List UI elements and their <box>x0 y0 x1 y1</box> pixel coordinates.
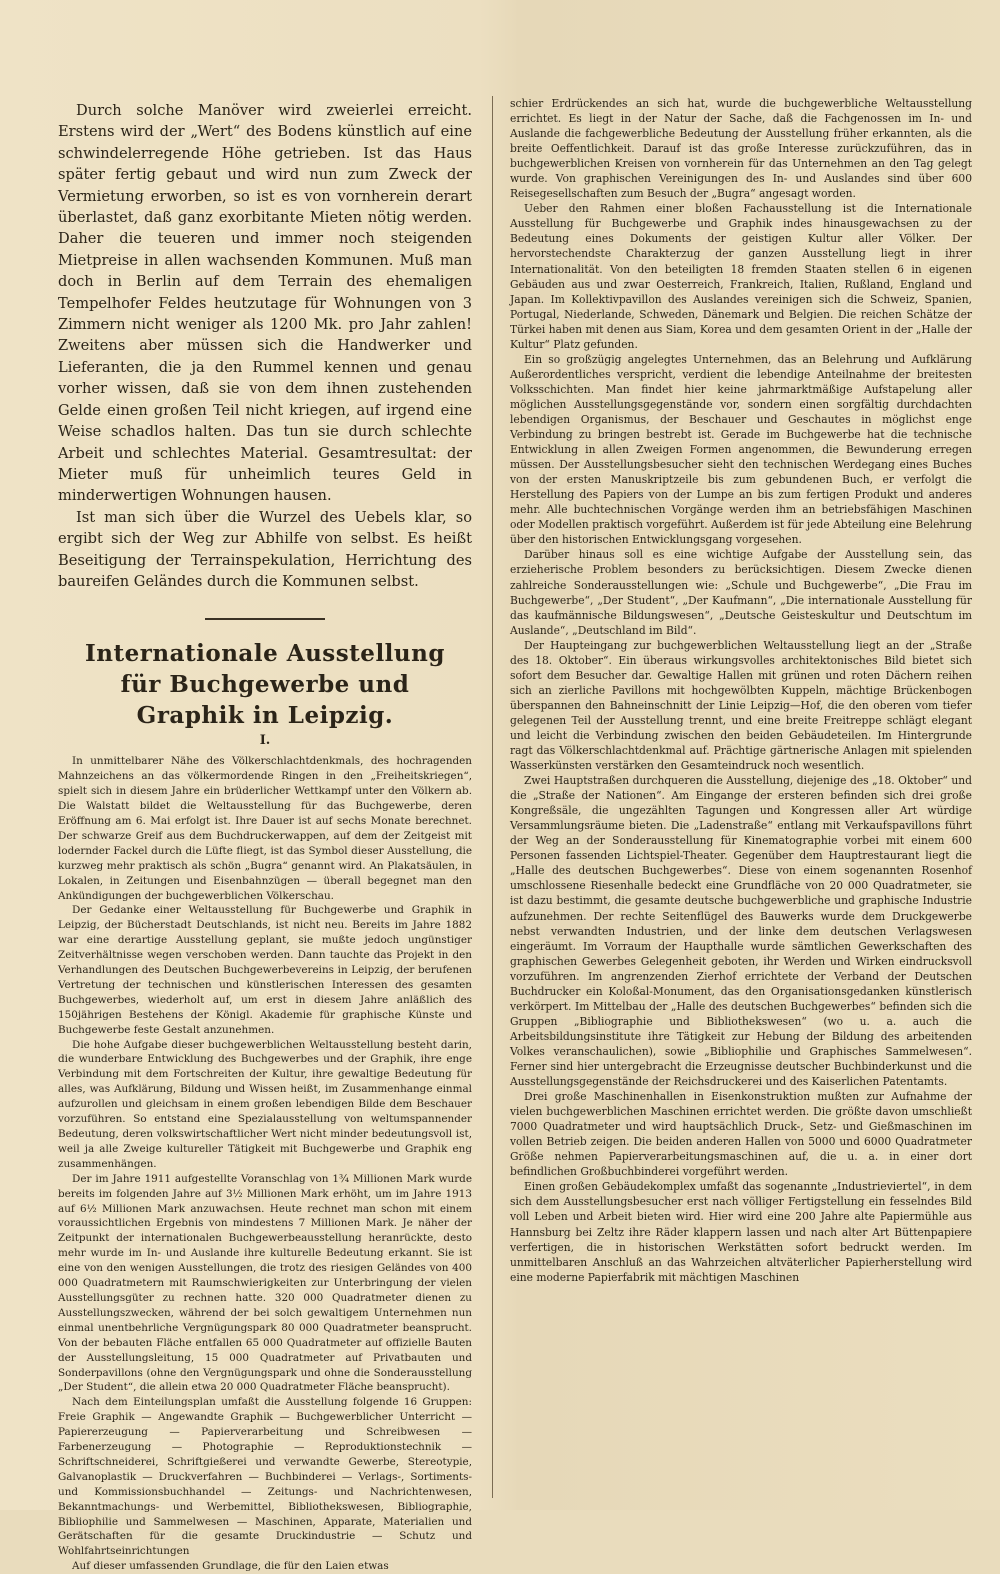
article-paragraph: Zwei Hauptstraßen durchqueren die Ausstellung, diejenige des „18. Oktober“ und die „Straße der Nationen“. Am Eingange der ersteren befinden sich drei große Kongreßsäle, die ungezählten Tagungen und Kongressen aller Art würdige Versammlungsräume bieten. Die „Ladenstraße“ entlang mit Verkaufspavillons führt der Weg an der Sonderausstellung für Kinematographie vorbei mit einem 600 Personen fassenden Lichtspiel-Theater. Gegenüber dem Hauptrestaurant liegt die „Halle des deutschen Buchgewerbes“. Diese von einem sogenannten Rosenhof umschlossene Riesenhalle bedeckt eine Grundfläche von 20 000 Quadratmeter, sie ist dazu bestimmt, die gesamte deutsche buchgewerbliche und graphische Industrie aufzunehmen. Der rechte Seitenflügel des Bauwerks wurde dem Druckgewerbe nebst verwandten Industrien, und der linke dem deutschen Verlagswesen eingeräumt. Im Vorraum der Haupthalle wurde sämtlichen Gewerkschaften des graphischen Gewerbes Gelegenheit geboten, ihr Werden und Wirken eindrucksvoll vorzuführen. Im angrenzenden Zierhof errichtete der Verband der Deutschen Buchdrucker ein Koloßal-Monument, das den Organisationsgedanken künstlerisch verkörpert. Im Mittelbau der „Halle des deutschen Buchgewerbes“ befinden sich die Gruppen „Bibliographie und Bibliothekswesen“ (wo u. a. auch die Arbeitsbildungsinstitute ihre Tätigkeit zur Hebung der Bildung des arbeitenden Volkes veranschaulichen), sowie „Bibliophilie und Graphisches Sammelwesen“. Ferner sind hier untergebracht die Erzeugnisse deutscher Buchbinderkunst und die Ausstellungsgegenstände der Reichsdruckerei und des Kaiserlichen Patentamts. <box>510 774 972 1089</box>
article-headline-line: Graphik in Leipzig. <box>136 702 394 730</box>
lead-paragraph: Ist man sich über die Wurzel des Uebels klar, so ergibt sich der Weg zur Abhilfe von selbst. Es heißt Beseitigung der Terrainspekulation, Herrichtung des baureifen Geländes durch die Kommunen selbst. <box>58 508 472 590</box>
article-headline <box>64 638 466 731</box>
article-part-number: I. <box>259 733 271 749</box>
article-paragraph: Auf dieser umfassenden Grundlage, die für den Laien etwas <box>72 1560 389 1573</box>
article-paragraph: Die hohe Aufgabe dieser buchgewerblichen Weltausstellung besteht darin, die wunderbare Entwicklung des Buchgewerbes und der Graphik, ihre enge Verbindung mit dem Fortschreiten der Kultur, ihre gewaltige Bedeutung für alles, was Aufklärung, Bildung und Wissen heißt, im Zusammenhange einmal aufzurollen und gleichsam in einem großen lebendigen Bilde dem Beschauer vorzuführen. So entstand eine Spezialausstellung von weltumspannender Bedeutung, deren volkswirtschaftlicher Wert nicht minder bedeutungsvoll ist, weil ja alle Zweige kultureller Tätigkeit mit Buchgewerbe und Graphik eng zusammenhängen. <box>58 1038 472 1170</box>
article-paragraph: Der Gedanke einer Weltausstellung für Buchgewerbe und Graphik in Leipzig, der Bücherstadt Deutschlands, ist nicht neu. Bereits im Jahre 1882 war eine derartige Ausstellung geplant, sie mußte jedoch ungünstiger Zeitverhältnisse wegen verschoben werden. Dann tauchte das Projekt in den Verhandlungen des Deutschen Buchgewerbevereins in Leipzig, der berufenen Vertretung der technischen und künstlerischen Interessen des gesamten Buchgewerbes, wiederholt auf, um erst in diesem Jahre anläßlich des 150jährigen Bestehens der Königl. Akademie für graphische Künste und Buchgewerbe feste Gestalt anzunehmen. <box>58 904 472 1036</box>
article-body-left <box>58 754 472 1574</box>
article-headline-line: Internationale Ausstellung für Buchgewerbe und <box>85 640 445 699</box>
article-paragraph: Nach dem Einteilungsplan umfaßt die Ausstellung folgende 16 Gruppen: Freie Graphik — Angewandte Graphik — Buchgewerblicher Unterricht — Papiererzeugung — Papierverarbeitung und Schreibwesen — Farbenerzeugung — Photographie — Reproduktionstechnik — Schriftschneiderei, Schriftgießerei und verwandte Gewerbe, Stereotypie, Galvanoplastik — Druckverfahren — Buchbinderei — Verlags-, Sortiments- und Kommissionsbuchhandel — Zeitungs- und Nachrichtenwesen, Bekanntmachungs- und Werbemittel, Bibliothekswesen, Bibliographie, Bibliophilie und Sammelwesen — Maschinen, Apparate, Materialien und Gerätschaften für die gesamte Druckindustrie — Schutz und Wohlfahrtseinrichtungen <box>58 1396 472 1558</box>
article-paragraph: Der im Jahre 1911 aufgestellte Voranschlag von 1¾ Millionen Mark wurde bereits im folgenden Jahre auf 3½ Millionen Mark erhöht, um im Jahre 1913 auf 6½ Millionen Mark anzuwachsen. Heute rechnet man schon mit einem voraussichtlichen Ergebnis von mindestens 7 Millionen Mark. Je näher der Zeitpunkt der internationalen Buchgewerbeausstellung heranrückte, desto mehr wurde im In- und Auslande ihre kulturelle Bedeutung erkannt. Sie ist eine von den wenigen Ausstellungen, die trotz des riesigen Geländes von 400 000 Quadratmetern mit Raumschwierigkeiten zur Unterbringung der vielen Ausstellungsgüter zu rechnen hatte. 320 000 Quadratmeter dienen zu Ausstellungszwecken, während der bei solch gewaltigem Unternehmen nun einmal unentbehrliche Vergnügungspark 80 000 Quadratmeter beansprucht. Von der bebauten Fläche entfallen 65 000 Quadratmeter auf offizielle Bauten der Ausstellungsleitung, 15 000 Quadratmeter auf Privatbauten und Sonderpavillons (ohne den Vergnügungspark und ohne die Sonderausstellung „Der Student“, die allein etwa 20 000 Quadratmeter Fläche beansprucht). <box>58 1172 472 1394</box>
article-paragraph: Ein so großzügig angelegtes Unternehmen, das an Belehrung und Aufklärung Außerordentliches verspricht, verdient die lebendige Anteilnahme der breitesten Volksschichten. Man findet hier keine jahrmarktmäßige Aufstapelung aller möglichen Ausstellungsgegenstände vor, sondern einen sorgfältig durchdachten lebendigen Organismus, der Beschauer und Geschautes in möglichst enge Verbindung zu bringen bestrebt ist. Gerade im Buchgewerbe hat die technische Entwicklung in allen Zweigen Formen angenommen, die Bewunderung erregen müssen. Der Ausstellungsbesucher sieht den technischen Werdegang eines Buches von der ersten Manuskriptzeile bis zum gebundenen Buch, er verfolgt die Herstellung des Papiers von der Lumpe an bis zum fertigen Produkt und anderes mehr. Alle buchtechnischen Vorgänge werden ihm an betriebsfähigen Maschinen oder Modellen praktisch vorgeführt. Außerdem ist für jede Abteilung eine Belehrung über den historischen Entwicklungsgang vorgesehen. <box>510 352 972 547</box>
article-paragraph: Drei große Maschinenhallen in Eisenkonstruktion mußten zur Aufnahme der vielen buchgewerblichen Maschinen errichtet werden. Die größte davon umschließt 7000 Quadratmeter und wird hauptsächlich Druck-, Setz- und Gießmaschinen im vollen Betrieb zeigen. Die beiden anderen Hallen von 5000 und 6000 Quadratmeter Größe nehmen Papierverarbeitungsmaschinen auf, die u. a. in einer dort befindlichen Großbuchbinderei vorgeführt werden. <box>510 1090 972 1179</box>
article-paragraph: Ueber den Rahmen einer bloßen Fachausstellung ist die Internationale Ausstellung für Buchgewerbe und Graphik indes hinausgewachsen zu der Bedeutung eines Dokuments der geistigen Kultur aller Völker. Der hervorstechendste Charakterzug der ganzen Ausstellung liegt in ihrer Internationalität. Von den beteiligten 18 fremden Staaten stellen 6 in eigenen Gebäuden aus und zwar Oesterreich, Frankreich, Italien, Rußland, England und Japan. Im Kollektivpavillon des Auslandes vereinigen sich die Schweiz, Spanien, Portugal, Niederlande, Schweden, Dänemark und Belgien. Die reichen Schätze der Türkei haben mit denen aus Siam, Korea und dem gesamten Orient in der „Halle der Kultur“ Platz gefunden. <box>510 202 972 351</box>
article-paragraph: In unmittelbarer Nähe des Völkerschlachtdenkmals, des hochragenden Mahnzeichens an das völkermordende Ringen in den „Freiheitskriegen“, spielt sich in diesem Jahre ein brüderlicher Wettkampf unter den Völkern ab. Die Walstatt bildet die Weltausstellung für das Buchgewerbe, deren Eröffnung am 6. Mai erfolgt ist. Ihre Dauer ist auf sechs Monate berechnet. Der schwarze Greif aus dem Buchdruckerwappen, auf dem der Zeitgeist mit lodernder Fackel durch die Lüfte fliegt, ist das Symbol dieser Ausstellung, die kurzweg mehr praktisch als schön „Bugra“ genannt wird. An Plakatsäulen, in Lokalen, in Zeitungen und Eisenbahnzügen — überall begegnet man den Ankündigungen der buchgewerblichen Völkerschau. <box>58 755 472 902</box>
lead-paragraph: Durch solche Manöver wird zweierlei erreicht. Erstens wird der „Wert“ des Bodens künstlich auf eine schwindelerregende Höhe getrieben. Ist das Haus später fertig gebaut und wird nun zum Zweck der Vermietung erworben, so ist es von vornherein derart überlastet, daß ganz exorbitante Mieten nötig werden. Daher die teueren und immer noch steigenden Mietpreise in allen wachsenden Kommunen. Muß man doch in Berlin auf dem Terrain des ehemaligen Tempelhofer Feldes heutzutage für Wohnungen von 3 Zimmern nicht weniger als 1200 Mk. pro Jahr zahlen! Zweitens aber müssen sich die Handwerker und Lieferanten, die ja den Rummel kennen und genau vorher wissen, daß sie von dem ihnen zustehenden Gelde einen großen Teil nicht kriegen, auf irgend eine Weise schadlos halten. Das tun sie durch schlechte Arbeit und schlechtes Material. Gesamtresultat: der Mieter muß für unheimlich teures Geld in minderwertigen Wohnungen hausen. <box>58 102 472 505</box>
article-paragraph: Der Haupteingang zur buchgewerblichen Weltausstellung liegt an der „Straße des 18. Oktober“. Ein überaus wirkungsvolles architektonisches Bild bietet sich sofort dem Besucher dar. Gewaltige Hallen mit grünen und roten Dächern reihen sich an zierliche Pavillons mit hochgewölbten Kuppeln, mächtige Brückenbogen überspannen den Bahneinschnitt der Linie Leipzig—Hof, die den oberen vom tiefer gelegenen Teil der Ausstellung trennt, und eine breite Freitreppe schlägt elegant und leicht die Verbindung zwischen den beiden Gebäudeteilen. Im Hintergrunde ragt das Völkerschlachtdenkmal auf. Prächtige gärtnerische Anlagen mit spielenden Wasserkünsten verstärken den Gesamteindruck noch wesentlich. <box>510 638 972 773</box>
article-paragraph: Darüber hinaus soll es eine wichtige Aufgabe der Ausstellung sein, das erzieherische Problem besonders zu berücksichtigen. Diesem Zwecke dienen zahlreiche Sonderausstellungen wie: „Schule und Buchgewerbe“, „Die Frau im Buchgewerbe“, „Der Student“, „Der Kaufmann“, „Die internationale Ausstellung für das kaufmännische Bildungswesen“, „Deutsche Geisteskultur und Deutschtum im Auslande“, „Deutschland im Bild“. <box>510 548 972 637</box>
article-paragraph: schier Erdrückendes an sich hat, wurde die buchgewerbliche Weltausstellung errichtet. Es liegt in der Natur der Sache, daß die Fachgenossen im In- und Auslande die fachgewerbliche Bedeutung der Ausstellung früher erkannten, als die breite Oeffentlichkeit. Darauf ist das große Interesse zurückzuführen, das in buchgewerblichen Kreisen von vornherein für das Unternehmen an den Tag gelegt wurde. Von graphischen Vereinigungen des In- und Auslandes sind über 600 Reisegesellschaften zum Besuch der „Bugra“ angesagt worden. <box>510 97 972 201</box>
right-column <box>510 96 972 1502</box>
section-separator <box>205 618 325 620</box>
left-column <box>58 100 472 1573</box>
article-paragraph: Einen großen Gebäudekomplex umfaßt das sogenannte „Industrieviertel“, in dem sich dem Ausstellungsbesucher erst nach völliger Fertigstellung ein fesselndes Bild voll Leben und Arbeit bieten wird. Hier wird eine 200 Jahre alte Papiermühle aus Hannsburg bei Zeltz ihre Räder klappern lassen und nach alter Art Büttenpapiere verfertigen, die in historischen Werkstätten sofort bedruckt werden. Im unmittelbaren Anschluß an das Wahrzeichen altväterlicher Papierherstellung wird eine moderne Papierfabrik mit mächtigen Maschinen <box>510 1180 972 1284</box>
lead-text <box>58 100 472 592</box>
column-divider <box>492 96 493 1498</box>
